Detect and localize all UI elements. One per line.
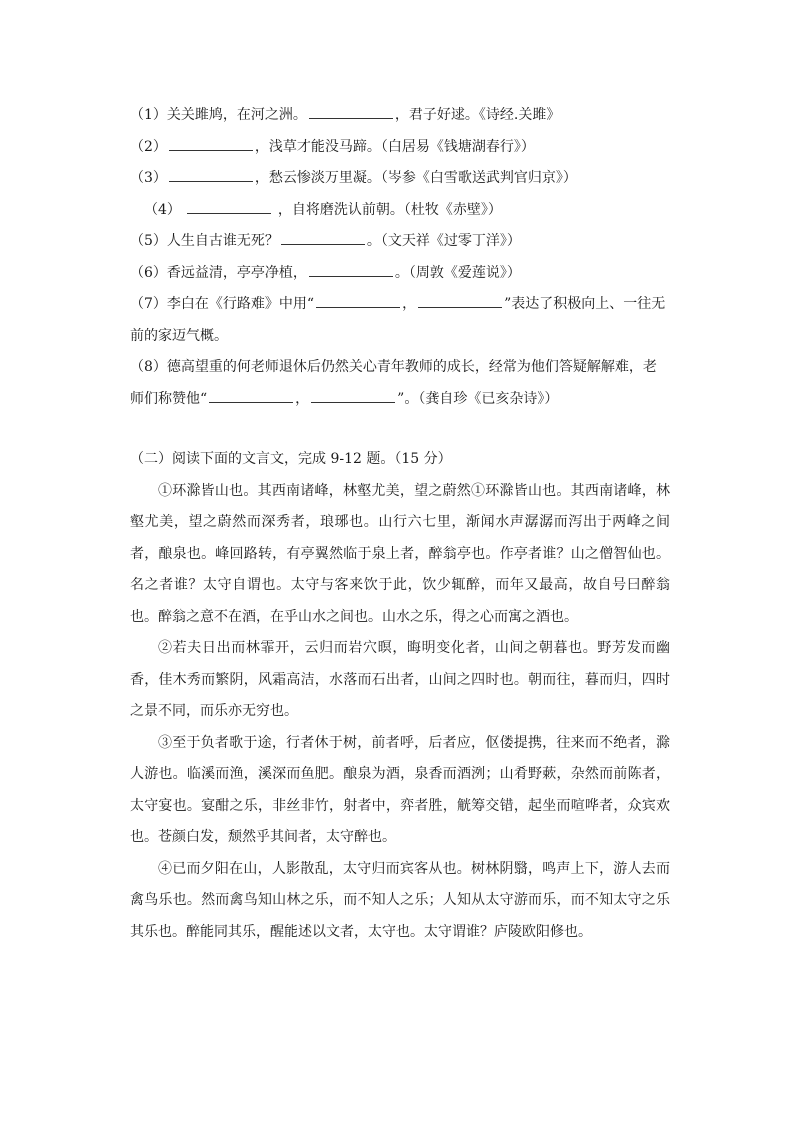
exam-page [130,100,670,948]
question-7 [130,289,670,352]
answer-blank[interactable] [316,293,400,308]
answer-blank[interactable] [418,293,502,308]
question-number: （5） [130,233,167,249]
question-4 [130,195,670,227]
question-number: （7） [130,296,167,312]
question-text: ， [295,390,310,407]
question-number: （8） [130,359,167,375]
question-text: ”。（龚自珍《已亥杂诗》） [397,390,559,407]
question-8 [130,352,670,415]
passage-paragraph-2: ②若夫日出而林霏开，云归而岩穴暝，晦明变化者，山间之朝暮也。野芳发而幽香，佳木秀而繁阴，风霜高洁，水落而石出者，山间之四时也。朝而往，暮而归，四时之景不同，而乐亦无穷也。 [130,640,670,719]
answer-blank[interactable] [169,136,253,151]
question-6 [130,258,670,290]
question-5 [130,226,670,258]
passage-paragraph-3: ③至于负者歌于途，行者休于树，前者呼，后者应，伛偻提携，往来而不绝者，滁人游也。临溪而渔，溪深而鱼肥。酿泉为酒，泉香而酒洌；山肴野蔌，杂然而前陈者，太守宴也。宴酣之乐，非丝非竹，射者中，弈者胜，觥筹交错，起坐而喧哗者，众宾欢也。苍颜白发，颓然乎其间者，太守醉也。 [130,734,670,845]
question-text: ，自将磨洗认前朝。（杜牧《赤壁》） [277,201,502,218]
question-number: （3） [130,170,167,186]
question-number: （4） [144,201,181,218]
question-text: ”表达了积极向上、一往无前的家迈气概。 [130,296,666,344]
question-number: （1） [130,107,167,123]
answer-blank[interactable] [281,230,365,245]
question-text: ，浅草才能没马蹄。（白居易《钱塘湖春行》） [254,138,535,155]
section-title: （二）阅读下面的文言文，完成 9-12 题。（15 分） [130,451,452,467]
passage-paragraph-1: ①环滁皆山也。其西南诸峰，林壑尤美，望之蔚然①环滁皆山也。其西南诸峰，林壑尤美，望之蔚然而深秀者，琅琊也。山行六七里，渐闻水声潺潺而泻出于两峰之间者，酿泉也。峰回路转，有亭翼然临于泉上者，醉翁亭也。作亭者谁？山之僧智仙也。名之者谁？太守自谓也。太守与客来饮于此，饮少辄醉，而年又最高，故自号曰醉翁也。醉翁之意不在酒，在乎山水之间也。山水之乐，得之心而寓之酒也。 [130,482,670,625]
question-text: ，君子好逑。《诗经.关雎》 [394,107,561,123]
question-text: 德高望重的何老师退休后仍然关心青年教师的成长，经常为他们答疑解解难，老师们称赞他“ [130,359,657,407]
question-text: 。（文天祥《过零丁洋》） [366,233,521,249]
question-2 [130,132,670,164]
question-number: （2） [130,138,167,155]
question-text: 关关雎鸠，在河之洲。 [166,107,307,123]
answer-blank[interactable] [187,199,271,214]
answer-blank[interactable] [209,388,293,403]
passage-paragraph-4: ④已而夕阳在山，人影散乱，太守归而宾客从也。树林阴翳，鸣声上下，游人去而禽鸟乐也。然而禽鸟知山林之乐，而不知人之乐；人知从太守游而乐，而不知太守之乐其乐也。醉能同其乐，醒能述以文者，太守也。太守谓谁？庐陵欧阳修也。 [130,860,670,940]
answer-blank[interactable] [169,167,253,182]
question-text: 。（周敦《爱莲说》） [394,264,521,281]
question-1 [130,100,670,132]
question-text: 香远益清，亭亭净植， [166,264,307,281]
answer-blank[interactable] [309,262,393,277]
question-text: 李白在《行路难》中用“ [166,296,315,312]
question-text: ， [402,296,417,312]
question-number: （6） [130,264,167,281]
question-text: ，愁云惨淡万里凝。（岑参《白雪歌送武判官归京》） [254,170,577,186]
answer-blank[interactable] [311,388,395,403]
question-text: 人生自古谁无死？ [166,233,279,249]
answer-blank[interactable] [309,104,393,119]
question-3 [130,163,670,195]
